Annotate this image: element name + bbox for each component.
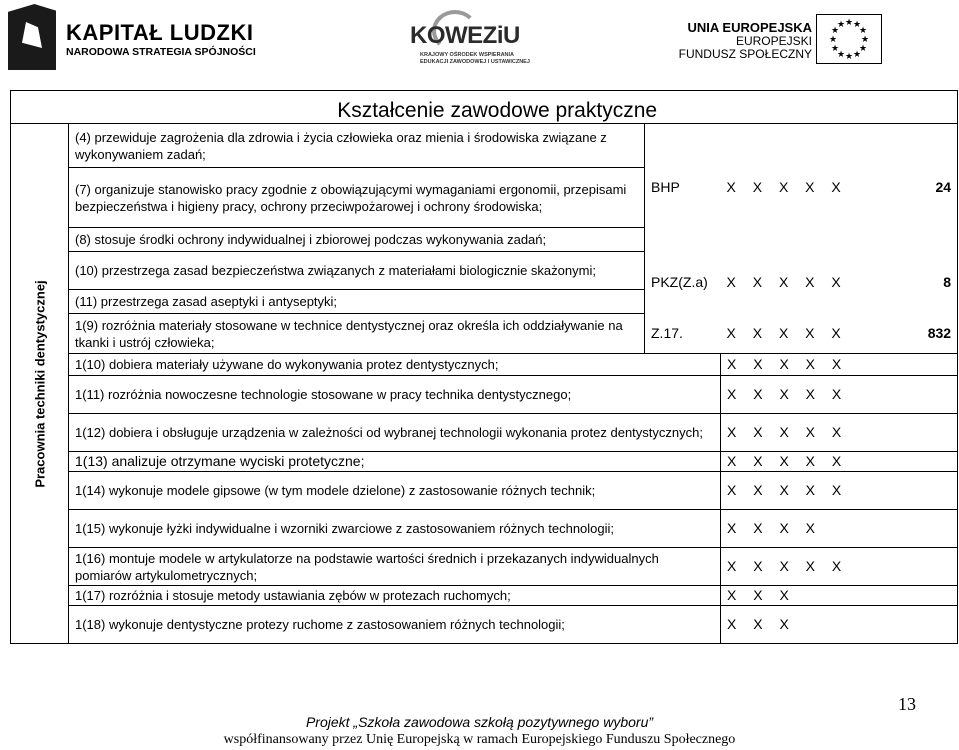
table-title: Kształcenie zawodowe praktyczne	[11, 91, 958, 124]
side-label: Pracownia techniki dentystycznej	[32, 279, 47, 488]
svg-text:★: ★	[844, 52, 854, 62]
svg-text:★: ★	[830, 26, 840, 36]
side-label-cell	[11, 124, 69, 644]
table-row: (11) przestrzega zasad aseptyki i antyseptyki;	[69, 290, 645, 314]
svg-text:★: ★	[830, 44, 840, 54]
svg-text:★: ★	[860, 35, 870, 45]
row-marks: X X X X X	[721, 376, 958, 414]
curriculum-table	[10, 90, 958, 644]
row-marks: X X X X X	[721, 354, 958, 376]
svg-text:★: ★	[828, 35, 838, 45]
row-marks: X X X	[721, 586, 958, 606]
koweziu-subtitle-line1: KRAJOWY OŚRODEK WSPIERANIA	[420, 52, 515, 58]
svg-text:★: ★	[836, 20, 846, 30]
koweziu-subtitle	[420, 52, 530, 66]
table-row: 1(10) dobiera materiały używane do wykonywania protez dentystycznych;	[69, 354, 721, 376]
table-row: 1(13) analizuje otrzymane wyciski protetyczne;	[69, 452, 721, 472]
table-row: (8) stosuje środki ochrony indywidualnej i zbiorowej podczas wykonywania zadań;	[69, 228, 645, 252]
group-hours: 832	[901, 314, 958, 354]
row-marks: X X X X X	[721, 452, 958, 472]
group-marks: X X X X X	[721, 314, 901, 354]
footer-project: Projekt „Szkoła zawodowa szkołą pozytywnego wyboru”	[305, 714, 654, 730]
table-row: 1(16) montuje modele w artykulatorze na podstawie wartości średnich i przekazanych indywidualnych pomiarów artykulometrycznych;	[69, 548, 721, 586]
kapital-ludzki-logo	[8, 4, 268, 70]
svg-text:★: ★	[852, 20, 862, 30]
row-marks: X X X X X	[721, 548, 958, 586]
eu-stars-icon	[817, 15, 881, 63]
table-row: (7) organizuje stanowisko pracy zgodnie z obowiązującymi wymaganiami ergonomii, przepisami bezpieczeństwa i higieny pracy, ochrony przeciwpożarowej i ochrony środowiska;	[69, 168, 645, 228]
eu-line2: EUROPEJSKI	[735, 34, 812, 48]
table-row: (4) przewiduje zagrożenia dla zdrowia i życia człowieka oraz mienia i środowiska związane z wykonywaniem zadań;	[69, 124, 645, 168]
svg-text:★: ★	[844, 18, 854, 28]
table-row: 1(17) rozróżnia i stosuje metody ustawiania zębów w protezach ruchomych;	[69, 586, 721, 606]
kapital-ludzki-subtitle: NARODOWA STRATEGIA SPÓJNOŚCI	[66, 46, 256, 58]
footer-funding: współfinansowany przez Unię Europejską w ramach Europejskiego Funduszu Społecznego	[223, 732, 736, 747]
header	[0, 0, 959, 75]
table-row: 1(18) wykonuje dentystyczne protezy ruchome z zastosowaniem różnych technologii;	[69, 606, 721, 644]
group-ref: Z.17.	[645, 314, 721, 354]
table-row: 1(12) dobiera i obsługuje urządzenia w zależności od wybranej technologii wykonania protez dentystycznych;	[69, 414, 721, 452]
group-ref: BHP	[645, 124, 721, 252]
eu-flag-icon	[816, 14, 882, 64]
eu-logo	[674, 20, 884, 68]
eu-line3: FUNDUSZ SPOŁECZNY	[678, 47, 812, 61]
group-ref: PKZ(Z.a)	[645, 252, 721, 314]
row-marks: X X X	[721, 606, 958, 644]
svg-text:★: ★	[858, 44, 868, 54]
svg-text:★: ★	[858, 26, 868, 36]
svg-text:★: ★	[836, 50, 846, 60]
koweziu-subtitle-line2: EDUKACJI ZAWODOWEJ I USTAWICZNEJ	[420, 59, 530, 65]
eu-line1: UNIA EUROPEJSKA	[687, 20, 812, 35]
table-row: 1(15) wykonuje łyżki indywidualne i wzorniki zwarciowe z zastosowaniem różnych technologii;	[69, 510, 721, 548]
koweziu-logo	[406, 10, 556, 70]
row-marks: X X X X X	[721, 414, 958, 452]
kapital-ludzki-title: KAPITAŁ LUDZKI	[66, 20, 254, 45]
row-marks: X X X X	[721, 510, 958, 548]
group-marks: X X X X X	[721, 124, 901, 252]
table-row: 1(11) rozróżnia nowoczesne technologie stosowane w pracy technika dentystycznego;	[69, 376, 721, 414]
koweziu-title: KOWEZiU	[410, 22, 520, 49]
table-row: (10) przestrzega zasad bezpieczeństwa związanych z materiałami biologicznie skażonymi;	[69, 252, 645, 290]
table-row: 1(9) rozróżnia materiały stosowane w technice dentystycznej oraz określa ich oddziaływanie na tkanki i ustrój człowieka;	[69, 314, 645, 354]
table-row: 1(14) wykonuje modele gipsowe (w tym modele dzielone) z zastosowanie różnych technik;	[69, 472, 721, 510]
svg-text:★: ★	[852, 50, 862, 60]
group-hours: 24	[901, 124, 958, 252]
group-marks: X X X X X	[726, 274, 841, 290]
kapital-ludzki-icon	[8, 4, 56, 70]
group-hours: 8	[901, 252, 958, 314]
row-marks: X X X X X	[721, 472, 958, 510]
page-number: 13	[898, 694, 916, 714]
